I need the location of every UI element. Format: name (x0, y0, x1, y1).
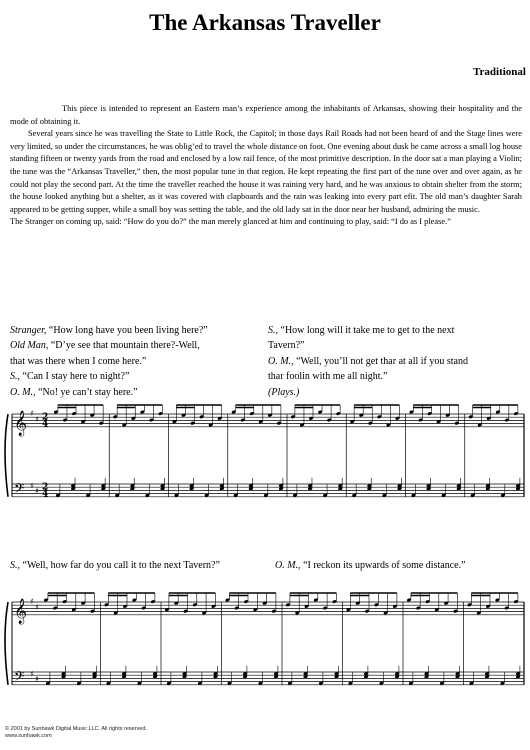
time-signature-bottom: 4 (42, 489, 49, 500)
measure (291, 405, 347, 497)
dialogue-line: O. M., “Well, you’ll not get thar at all if you stand (268, 355, 468, 367)
time-signature-top: 2 (42, 482, 49, 493)
sharp-icon: ♯ (35, 414, 39, 424)
brace-icon (5, 602, 8, 685)
dialogue-line: O. M., “I reckon its upwards of some distance.” (275, 560, 466, 571)
dialogue-left (10, 323, 265, 400)
measure (467, 593, 524, 685)
footer-url: www.sunhawk.com (5, 733, 52, 739)
dialogue-line: (Plays.) (268, 386, 300, 398)
dialogue-line: thar foolin with me all night.” (268, 371, 388, 383)
sharp-icon: ♯ (35, 486, 39, 496)
treble-clef-icon: 𝄞 (14, 598, 28, 624)
time-signature-bottom: 4 (42, 419, 49, 430)
sharp-icon: ♯ (30, 409, 34, 418)
dialogue-line: S., “Can I stay here to night?” (10, 371, 130, 383)
sharp-icon: ♯ (35, 674, 39, 684)
treble-clef-icon: 𝄞 (14, 410, 28, 436)
dialogue-line: Old Man, “D’ye see that mountain there?-Well, (10, 340, 200, 352)
bass-clef-icon: 𝄢 (14, 480, 25, 500)
footer (5, 726, 147, 740)
composer: Traditional (473, 66, 526, 78)
intro-text (10, 103, 522, 229)
sharp-icon: ♯ (30, 481, 34, 491)
brace-icon (5, 414, 8, 497)
dialogue-line: S., “Well, how far do you call it to the next Tavern?” (10, 560, 220, 571)
intro-paragraph: This piece is intended to represent an Eastern man’s experience among the inhabitants of Arkansas, showing their hospitality and the mode of obtaining it. (10, 104, 522, 126)
dialogue-left-2 (10, 558, 220, 573)
copyright: © 2001 by Sunhawk Digital Music LLC. All rights reserved. (5, 726, 147, 732)
measure (409, 405, 465, 497)
dialogue-right-2 (275, 558, 466, 573)
measure (104, 593, 161, 685)
measure (286, 593, 343, 685)
intro-paragraph: Several years since he was travelling the State to Little Rock, the Capitol; in those days Rail Roads had not been heard of and the Stage lines were very limited, so under the circumstances, he was oblig’ed to travel the whole distance on foot. One evening about dusk he came across a small log house standing fifteen or twenty yards from the road and enclosed by a low rail fence, of the most primitive description. In the door sat a man playing a Violin; the tune was the “Arkansas Traveller,” then, the most popular tune in that region. He kept repeating the first part of the tune over and over again, as he could not play the second part. At the time the traveller reached the house it was raining very hard, and he was anxious to obtain shelter from the storm; the house looked anything but a shelter, as it was covered with clapboards and the rain was leaking into every part efit. The old man’s daughter Sarah appeared to be getting supper, while a small boy was setting the table, and the old lady sat in the door near her husband, admiring the music. (10, 129, 522, 214)
measure (231, 405, 287, 497)
sharp-icon: ♯ (30, 669, 34, 679)
measure (172, 405, 228, 497)
measure (113, 405, 169, 497)
measure (468, 405, 524, 497)
sharp-icon: ♯ (35, 602, 39, 612)
measure (407, 593, 464, 685)
intro-paragraph: The Stranger on coming up, said: “How do you do?” the man merely glanced at him and continuing to play, said: “I do as I please.” (10, 217, 451, 227)
dialogue-line: that was there when I come here.” (10, 355, 147, 367)
music-system-2 (0, 580, 530, 720)
dialogue-line: O. M., “No! ye can’t stay here.” (10, 386, 138, 398)
sharp-icon: ♯ (30, 597, 34, 606)
measure (54, 405, 110, 497)
time-signature-top: 2 (42, 412, 49, 423)
dialogue-right (268, 323, 523, 400)
measure (44, 593, 101, 685)
measure (350, 405, 406, 497)
measure (346, 593, 403, 685)
music-system-1 (0, 392, 530, 532)
dialogue-line: Stranger, “How long have you been living here?” (10, 325, 208, 336)
page-title: The Arkansas Traveller (149, 10, 381, 35)
measure (165, 593, 222, 685)
bass-clef-icon: 𝄢 (14, 668, 25, 688)
measure (225, 593, 282, 685)
dialogue-line: S., “How long will it take me to get to the next (268, 325, 455, 336)
dialogue-line: Tavern?” (268, 340, 305, 352)
